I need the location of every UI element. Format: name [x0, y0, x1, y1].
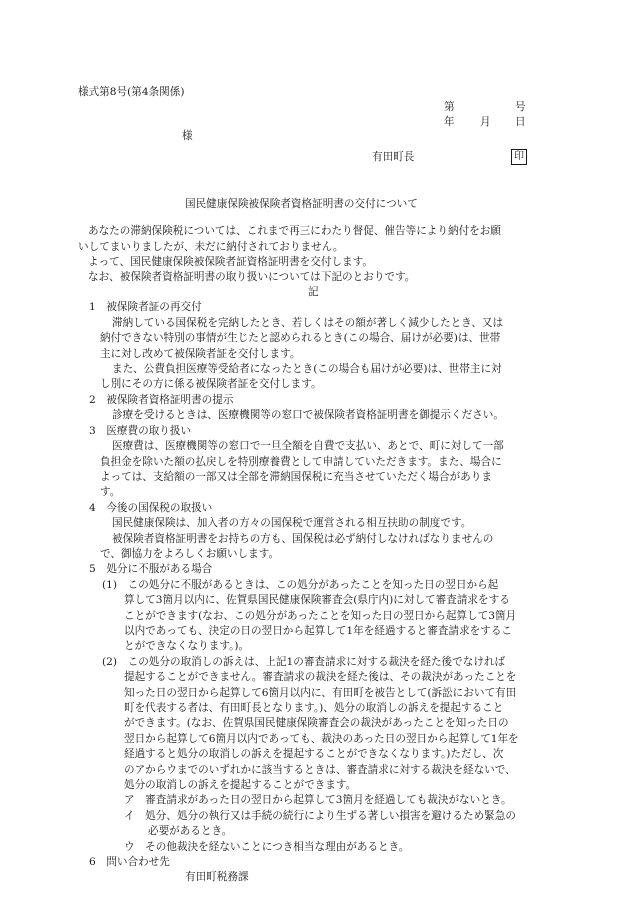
exception-u-line: ウ その他裁決を経ないことにつき相当な理由があるとき。 — [124, 841, 410, 853]
section-heading: 6 問い合わせ先 — [89, 856, 170, 868]
section-text-line: 主に対し改めて被保険者証を交付します。 — [100, 348, 301, 360]
appeal-item-2-line: 翌日から起算して6箇月以内であっても、裁決のあった日の翌日から起算して1年を — [124, 733, 519, 745]
appeal-item-2-line: ができます。(なお、佐賀県国民健康保険審査会の裁決があったことを知った日の — [124, 717, 509, 729]
section-heading: 5 処分に不服がある場合 — [89, 563, 213, 575]
intro-line: あなたの滞納保険税については、これまで再三にわたり督促、催告等により納付をお願 — [88, 225, 501, 237]
appeal-item-2-line: 処分の取消しの訴えを提起することができます。 — [124, 779, 357, 791]
exception-a-line: ア 審査請求があった日の翌日から起算して3箇月を経過しても裁決がないとき。 — [124, 794, 512, 806]
issuer-name: 有田町長 — [372, 151, 415, 163]
section-text-line: また、公費負担医療等受給者になったとき(この場合も届けが必要)は、世帯主に対 — [112, 363, 502, 375]
appeal-item-1-line: ことができます(なお、この処分があったことを知った日の翌日から起算して3箇月 — [124, 610, 517, 622]
section-heading: 4 今後の国保税の取扱い — [89, 502, 213, 514]
seal-box: 印 — [511, 149, 527, 165]
addressee-honorific: 様 — [182, 130, 193, 142]
appeal-item-1-line: とができなくなります。)。 — [124, 640, 250, 652]
page-title: 国民健康保険被保険者資格証明書の交付について — [185, 198, 418, 210]
form-number: 様式第8号(第4条関係) — [78, 86, 185, 98]
appeal-item-2-line: 経過すると処分の取消しの訴えを提起することができなくなります。)ただし、次 — [124, 748, 504, 760]
exception-i-line: 必要があるとき。 — [148, 825, 233, 837]
appeal-item-2-line: 提起することができません。審査請求の裁決を経た後は、その裁決があったことを — [124, 671, 517, 683]
appeal-item-2-line: (2) この処分の取消しの訴えは、上記1の審査請求に対する裁決を経た後でなければ — [102, 656, 506, 668]
document-number-prefix: 第 — [444, 101, 455, 113]
section-text-line: し別にその方に係る被保険者証を交付します。 — [100, 378, 322, 390]
intro-line: いしてまいりましたが、未だに納付されておりません。 — [78, 241, 344, 253]
contact-department: 有田町税務課 — [185, 871, 249, 883]
appeal-item-1-line: 算して3箇月以内に、佐賀県国民健康保険審査会(県庁内)に対して審査請求をする — [124, 594, 510, 606]
section-text-line: 診療を受けるときは、医療機関等の窓口で被保険者資格証明書を御提示ください。 — [112, 409, 504, 421]
section-heading: 2 被保険者資格証明書の提示 — [89, 394, 234, 406]
exception-i-line: イ 処分、処分の執行又は手続の続行により生ずる著しい損害を避けるため緊急の — [124, 810, 516, 822]
document-number-suffix: 号 — [515, 101, 526, 113]
section-text-line: で、御協力をよろしくお願いします。 — [100, 548, 280, 560]
ki-label: 記 — [308, 286, 319, 298]
appeal-item-1-line: (1) この処分に不服があるときは、この処分があったことを知った日の翌日から起 — [102, 579, 499, 591]
intro-line: よって、国民健康保険被保険者証資格証明書を交付します。 — [88, 256, 373, 268]
appeal-item-2-line: 町を代表する者は、有田町長となります。)、処分の取消しの訴えを提起すること — [124, 702, 504, 714]
date-day-label: 日 — [515, 116, 526, 128]
intro-line: なお、被保険者資格証明書の取り扱いについては下記のとおりです。 — [88, 271, 416, 283]
section-text-line: 負担金を除いた額の払戻しを特別療養費として申請していただきます。また、場合に — [100, 456, 502, 468]
section-text-line: 納付できない特別の事情が生じたと認められるとき(この場合、届けが必要)は、世帯 — [100, 332, 501, 344]
section-heading: 3 医療費の取り扱い — [89, 425, 192, 437]
appeal-item-2-line: 知った日の翌日から起算して6箇月以内に、有田町を被告として(訴訟において有田 — [124, 687, 517, 699]
section-text-line: よっては、支給額の一部又は全部を滞納国保税に充当させていただく場合がありま — [100, 471, 492, 483]
section-text-line: 被保険者資格証明書をお持ちの方も、国保税は必ず納付しなければなりませんの — [112, 533, 494, 545]
date-month-label: 月 — [480, 116, 491, 128]
section-text-line: す。 — [100, 486, 121, 498]
appeal-item-2-line: のアからウまでのいずれかに該当するときは、審査請求に対する裁決を経ないで、 — [124, 764, 516, 776]
section-text-line: 滞納している国保税を完納したとき、若しくはその額が著しく減少したとき、又は — [112, 317, 504, 329]
section-heading: 1 被保険者証の再交付 — [89, 301, 202, 313]
section-text-line: 医療費は、医療機関等の窓口で一旦全額を自費で支払い、あとで、町に対して一部 — [112, 440, 504, 452]
date-year-label: 年 — [444, 116, 455, 128]
appeal-item-1-line: 以内であっても、決定の日の翌日から起算して1年を経過すると審査請求をするこ — [124, 625, 513, 637]
section-text-line: 国民健康保険は、加入者の方々の国保税で運営される相互扶助の制度です。 — [112, 517, 472, 529]
